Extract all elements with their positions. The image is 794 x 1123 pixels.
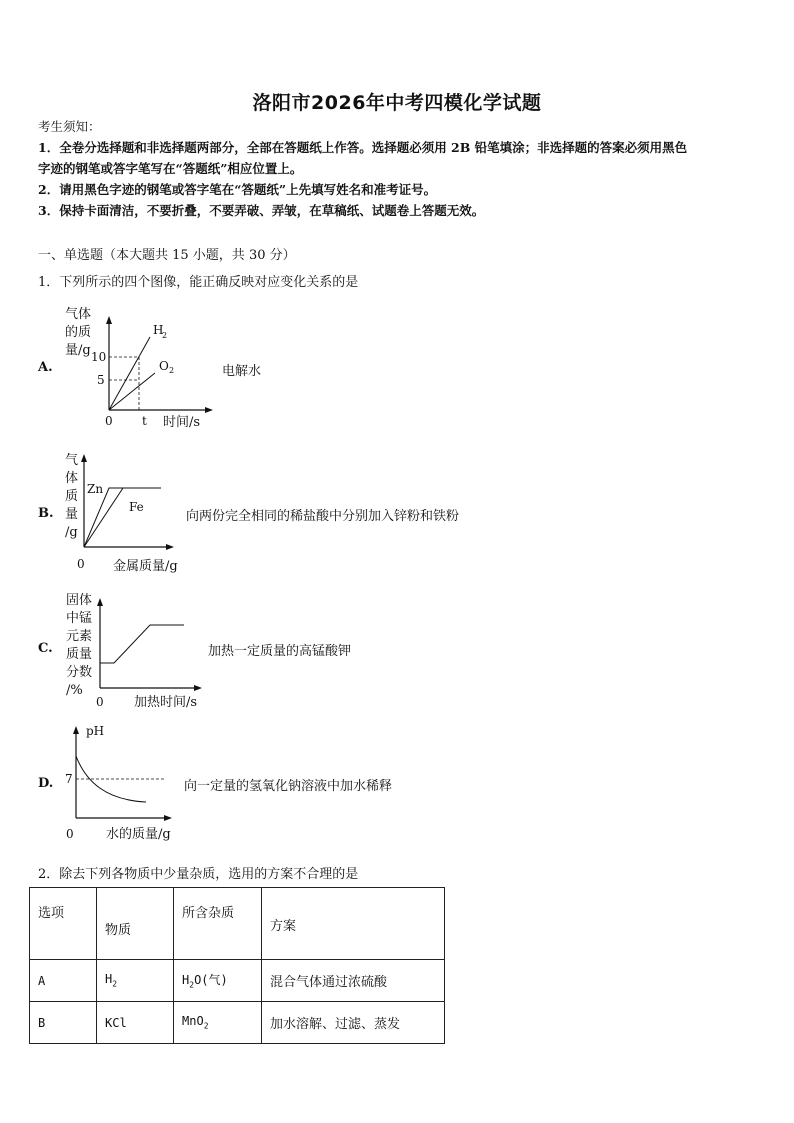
graph-b-series-fe: Fe [129,500,144,514]
graph-a-series-h2-sub: 2 [162,331,168,340]
table-cell-option: A [30,960,97,1002]
graph-a-series-o2: O [159,359,169,373]
graph-d-origin: 0 [66,827,74,841]
graph-a-origin: 0 [105,414,113,428]
graph-c-ylabel-1: 固体 [66,593,93,608]
graph-d-ylabel: pH [86,724,105,738]
graph-c-origin: 0 [96,695,104,709]
option-d-label: D. [38,776,54,791]
graph-c-ylabel-6: /% [66,683,83,698]
graph-b-ylabel-3: 质 [65,489,79,504]
table-header-plan: 方案 [262,888,445,960]
graph-b-xlabel: 金属质量/g [113,559,178,574]
page-title: 洛阳市2026年中考四模化学试题 [252,92,542,114]
graph-a-series-o2-sub: 2 [169,366,175,375]
option-b-label: B. [38,506,54,521]
question-2-table [29,887,445,1044]
table-cell-plan: 加水溶解、过滤、蒸发 [262,1002,445,1044]
graph-b-origin: 0 [77,557,85,571]
graph-d [62,720,192,845]
table-cell-option: B [30,1002,97,1044]
notice-item-3: 3．保持卡面清洁，不要折叠，不要弄破、弄皱，在草稿纸、试题卷上答题无效。 [38,203,485,218]
notice-heading: 考生须知： [38,119,101,134]
graph-a-ylabel-3: 量/g [65,343,91,358]
graph-b-ylabel-2: 体 [65,471,79,486]
notice-item-2: 2．请用黑色字迹的钢笔或答字笔在“答题纸”上先填写姓名和准考证号。 [38,182,437,197]
table-cell-impurity: MnO$_2$ [174,1002,262,1044]
graph-c [62,590,212,712]
table-cell-impurity: $H_2O$(气) [174,960,262,1002]
graph-c-ylabel-3: 元素 [66,629,93,644]
graph-d-xlabel: 水的质量/g [106,827,171,842]
graph-a-xlabel: 时间/s [163,415,201,430]
graph-b-ylabel-1: 气 [65,453,79,468]
table-header-substance: 物质 [97,888,174,960]
option-b-desc: 向两份完全相同的稀盐酸中分别加入锌粉和铁粉 [186,509,460,524]
graph-b [55,448,190,578]
graph-b-ylabel-4: 量 [65,507,79,522]
graph-a [55,300,230,435]
option-a-desc: 电解水 [222,364,262,379]
graph-a-ylabel-2: 的质 [65,325,92,340]
table-header-impurity: 所含杂质 [174,888,262,960]
graph-b-ylabel-5: /g [65,525,78,540]
graph-a-ylabel-1: 气体 [65,307,92,322]
notice-item-1b: 字迹的钢笔或答字笔写在“答题纸”相应位置上。 [38,161,303,176]
table-header-row [30,888,445,960]
notice-item-1a: 1．全卷分选择题和非选择题两部分，全部在答题纸上作答。选择题必须用 2B 铅笔填涂；非选择题的答案必须用黑色 [38,140,688,155]
graph-a-t: t [142,414,147,428]
table-cell-substance: $H_2$ [97,960,174,1002]
table-cell-plan: 混合气体通过浓硫酸 [262,960,445,1002]
graph-a-tick-5: 5 [97,373,105,387]
table-cell-substance: KCl [97,1002,174,1044]
graph-c-ylabel-4: 质量 [66,647,93,662]
option-c-label: C. [38,641,53,656]
table-row [30,1002,445,1044]
option-c-desc: 加热一定质量的高锰酸钾 [208,644,352,659]
option-d-desc: 向一定量的氢氧化钠溶液中加水稀释 [184,779,393,794]
option-a-label: A. [38,360,53,375]
graph-c-xlabel: 加热时间/s [134,695,198,710]
graph-a-series-h2: H [153,323,164,337]
graph-b-series-zn: Zn [87,482,104,496]
graph-d-tick-7: 7 [65,772,73,786]
graph-c-ylabel-2: 中锰 [66,611,93,626]
graph-c-ylabel-5: 分数 [66,665,93,680]
graph-a-tick-10: 10 [91,350,107,364]
question-1-stem: 1．下列所示的四个图像，能正确反映对应变化关系的是 [38,275,359,290]
question-2-stem: 2．除去下列各物质中少量杂质，选用的方案不合理的是 [38,867,359,882]
table-header-option: 选项 [30,888,97,960]
table-row [30,960,445,1002]
section-heading: 一、单选题（本大题共 15 小题，共 30 分） [38,248,296,263]
